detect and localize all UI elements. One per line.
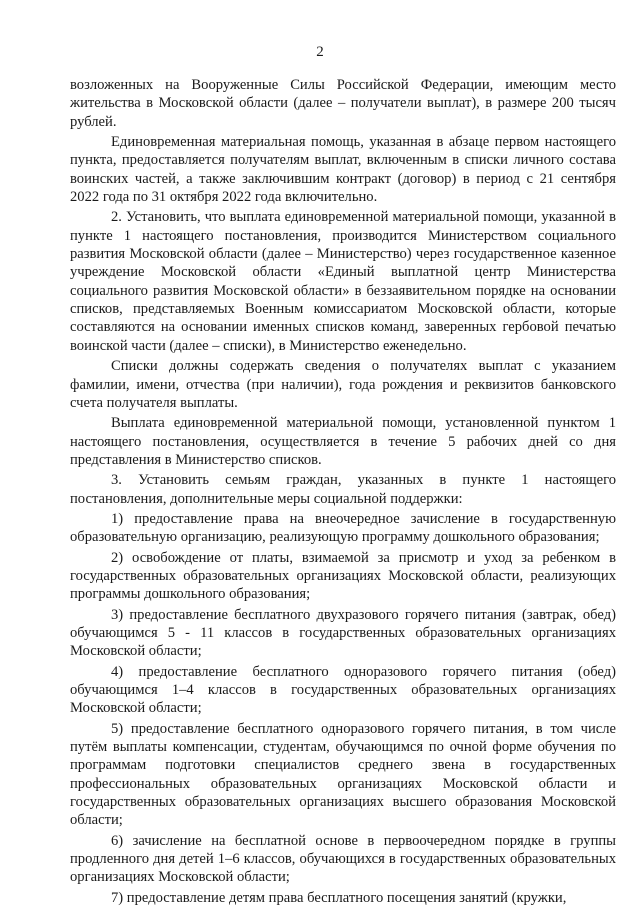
document-body [70,76,616,909]
paragraph-payment-term: Выплата единовременной материальной помощи, установленной пунктом 1 настоящего постановления, осуществляется в течение 5 рабочих дней со дня представления в Министерство списков. [70,415,616,468]
paragraph-continuation: возложенных на Вооруженные Силы Российской Федерации, имеющим место жительства в Московской области (далее – получатели выплат), в размере 200 тысяч рублей. [70,77,616,130]
page-number: 2 [316,44,324,60]
list-item-4: 4) предоставление бесплатного одноразового горячего питания (обед) обучающимся 1–4 классов в государственных образовательных организациях Московской области; [70,663,616,717]
paragraph-point-2: 2. Установить, что выплата единовременной материальной помощи, указанной в пункте 1 настоящего постановления, производится Министерством социального развития Московской области (далее – Министерство) через государственное казенное учреждение Московской области «Единый выплатной центр Министерства социального развития Московской области» в беззаявительном порядке на основании списков, представляемых Военным комиссариатом Московской области, которые составляются на основании именных списков команд, заверенных гербовой печатью воинской части (далее – списки), в Министерство еженедельно. [70,209,616,354]
list-item-3: 3) предоставление бесплатного двухразового горячего питания (завтрак, обед) обучающимся 5 - 11 классов в государственных образовательных организациях Московской области; [70,606,616,660]
list-item-5: 5) предоставление бесплатного одноразового горячего питания, в том числе путём выплаты компенсации, студентам, обучающимся по очной форме обучения по программам подготовки специалистов среднего звена в государственных профессиональных образовательных организациях Московской области и государственных образовательных организациях высшего образования Московской области; [70,720,616,829]
list-item-7: 7) предоставление детям права бесплатного посещения занятий (кружки, [111,889,567,906]
paragraph-lists-content: Списки должны содержать сведения о получателях выплат с указанием фамилии, имени, отчества (при наличии), года рождения и реквизитов банковского счета получателя выплаты. [70,358,616,411]
paragraph-point-3: 3. Установить семьям граждан, указанных в пункте 1 настоящего постановления, дополнительные меры социальной поддержки: [70,472,616,507]
list-item-6: 6) зачисление на бесплатной основе в первоочередном порядке в группы продленного дня детей 1–6 классов, обучающихся в государственных образовательных организациях Московской области; [70,832,616,886]
paragraph-eligibility: Единовременная материальная помощь, указанная в абзаце первом настоящего пункта, предоставляется получателям выплат, включенным в списки личного состава воинских частей, а также заключившим контракт (договор) в период с 21 сентября 2022 года по 31 октября 2022 года включительно. [70,134,616,206]
list-item-1: 1) предоставление права на внеочередное зачисление в государственную образовательную организацию, реализующую программу дошкольного образования; [70,510,616,546]
list-item-2: 2) освобождение от платы, взимаемой за присмотр и уход за ребенком в государственных образовательных организациях Московской области, реализующих программы дошкольного образования; [70,549,616,603]
